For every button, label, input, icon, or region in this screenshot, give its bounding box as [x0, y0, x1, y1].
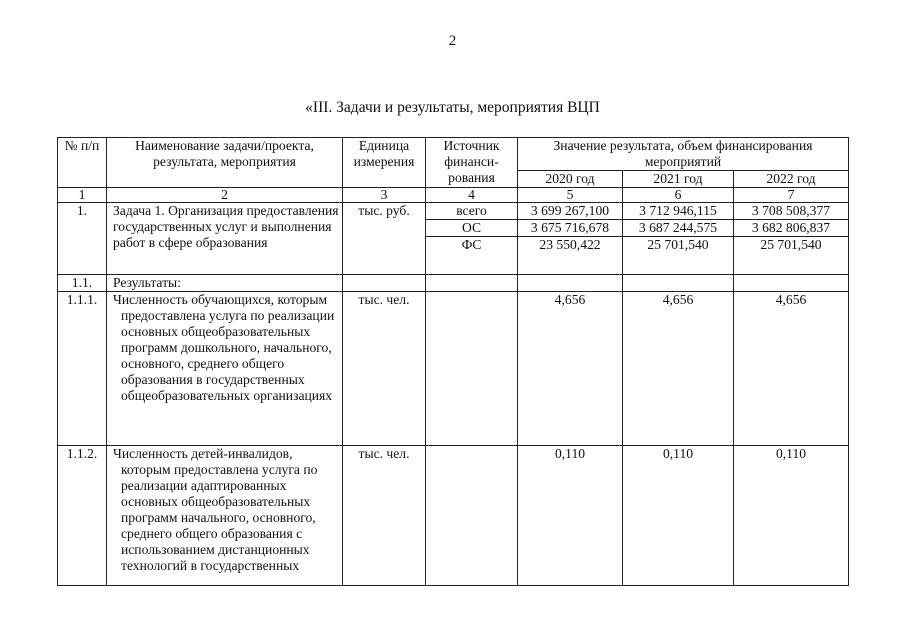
header-source: Источник финанси-рования [426, 138, 518, 188]
value-cell: 4,656 [734, 292, 849, 446]
result-num: 1.1.2. [58, 446, 107, 586]
results-label: Результаты: [107, 275, 343, 292]
column-number: 1 [58, 188, 107, 203]
empty-cell [426, 275, 518, 292]
value-cell: 25 701,540 [623, 237, 734, 275]
value-cell: 0,110 [623, 446, 734, 586]
task-num: 1. [58, 203, 107, 275]
task-unit: тыс. руб. [343, 203, 426, 275]
column-number: 5 [518, 188, 623, 203]
value-cell: 3 675 716,678 [518, 220, 623, 237]
value-cell: 0,110 [518, 446, 623, 586]
task-name: Задача 1. Организация предоставления государственных услуг и выполнения работ в сфере образования [107, 203, 343, 275]
page-number: 2 [448, 33, 457, 49]
header-value-group: Значение результата, объем финансирования мероприятий [518, 138, 849, 171]
empty-cell [518, 275, 623, 292]
value-cell: 23 550,422 [518, 237, 623, 275]
empty-cell [426, 292, 518, 446]
value-cell: 4,656 [518, 292, 623, 446]
empty-cell [623, 275, 734, 292]
table-row [58, 446, 849, 586]
value-cell: 3 708 508,377 [734, 203, 849, 220]
column-number: 6 [623, 188, 734, 203]
value-cell: 3 712 946,115 [623, 203, 734, 220]
column-number: 3 [343, 188, 426, 203]
column-number: 2 [107, 188, 343, 203]
table-row [58, 292, 849, 446]
value-cell: 3 699 267,100 [518, 203, 623, 220]
empty-cell [426, 446, 518, 586]
result-name: Численность детей-инвалидов, которым предоставлена услуга по реализации адаптированных основных общеобразовательных программ начального, основного, среднего общего образования с использованием дистанционных технологий в государственных [107, 446, 343, 586]
results-num: 1.1. [58, 275, 107, 292]
header-name: Наименование задачи/проекта, результата, мероприятия [107, 138, 343, 188]
tasks-results-table [57, 137, 849, 586]
header-year-2021: 2021 год [623, 171, 734, 188]
value-cell: 25 701,540 [734, 237, 849, 275]
table-row [58, 203, 849, 220]
value-cell: 4,656 [623, 292, 734, 446]
column-number: 4 [426, 188, 518, 203]
value-cell: 3 687 244,575 [623, 220, 734, 237]
result-unit: тыс. чел. [343, 446, 426, 586]
source-cell: всего [426, 203, 518, 220]
section-title: «III. Задачи и результаты, мероприятия ВЦП [305, 99, 600, 116]
source-cell: ФС [426, 237, 518, 275]
column-number: 7 [734, 188, 849, 203]
column-number-row [58, 188, 849, 203]
result-num: 1.1.1. [58, 292, 107, 446]
value-cell: 0,110 [734, 446, 849, 586]
header-unit: Единица измерения [343, 138, 426, 188]
table-row [58, 275, 849, 292]
header-year-2022: 2022 год [734, 171, 849, 188]
source-cell: ОС [426, 220, 518, 237]
empty-cell [734, 275, 849, 292]
value-cell: 3 682 806,837 [734, 220, 849, 237]
header-year-2020: 2020 год [518, 171, 623, 188]
result-name: Численность обучающихся, которым предоставлена услуга по реализации основных общеобразовательных программ дошкольного, начального, основного, среднего общего образования в государственных общеобразовательных организациях [107, 292, 343, 446]
empty-cell [343, 275, 426, 292]
header-num: № п/п [58, 138, 107, 188]
result-unit: тыс. чел. [343, 292, 426, 446]
